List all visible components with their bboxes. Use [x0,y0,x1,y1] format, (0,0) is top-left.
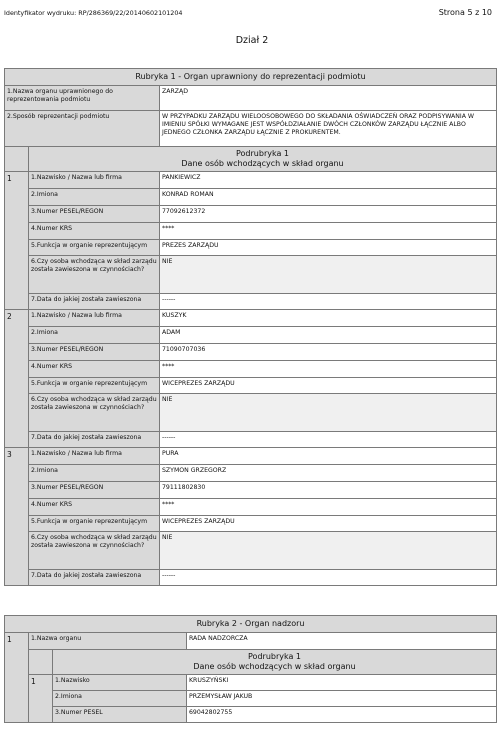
person-1-krs-row [5,223,497,240]
pesel-label: 3.Numer PESEL/REGON [29,482,160,499]
subsection-title-line1: Podrubryka 1 [236,149,289,158]
rubryka-1-title-row [5,69,497,86]
date-label: 7.Data do jakiej została zawieszona [29,294,160,310]
person-3-krs-row [5,499,497,516]
rubryka-1-table [4,68,497,586]
suspended-label: 6.Czy osoba wchodząca w skład zarządu została zawieszona w czynnościach? [29,256,160,294]
names-label: 2.Imiona [29,465,160,482]
organ-name-label: 1.Nazwa organu uprawnionego do reprezentowania podmiotu [5,86,160,111]
krs-label: 4.Numer KRS [29,499,160,516]
function-label: 5.Funkcja w organie reprezentującym [29,240,160,256]
krs-label: 4.Numer KRS [29,223,160,240]
representation-value: W PRZYPADKU ZARZĄDU WIELOOSOBOWEGO DO SKŁADANIA OŚWIADCZEŃ ORAZ PODPISYWANIA W IMIENIU SPÓŁKI WYMAGANE JEST WSPÓŁDZIAŁANIE DWÓCH CZŁONKÓW ZARZĄDU ŁĄCZNIE ALBO JEDNEGO CZŁONKA ZARZĄDU ŁĄCZNIE Z PROKURENTEM. [160,111,497,147]
page-number: Strona 5 z 10 [438,8,492,17]
representation-label: 2.Sposób reprezentacji podmiotu [5,111,160,147]
subsection-header-row [5,650,497,675]
date-label: 7.Data do jakiej została zawieszona [29,432,160,448]
subsection-title [29,147,497,172]
person-2-date: ------ [160,432,497,448]
person-1-suspended-row [5,256,497,294]
organ-name-value: RADA NADZORCZA [187,633,497,650]
subsection-title-line2: Dane osób wchodzących w skład organu [193,662,356,671]
supervisory-organ-row [5,633,497,650]
organ-name-label: 1.Nazwa organu [29,633,187,650]
member-1-number: 1 [29,675,53,723]
member-names-label: 2.Imiona [53,691,187,707]
pesel-label: 3.Numer PESEL/REGON [29,344,160,361]
person-3-pesel-row [5,482,497,499]
surname-label: 1.Nazwisko / Nazwa lub firma [29,448,160,465]
krs-label: 4.Numer KRS [29,361,160,378]
person-1-names-row [5,189,497,206]
person-2-date-row [5,432,497,448]
person-2-surname: KUSZYK [160,310,497,327]
person-2-function: WICEPREZES ZARZĄDU [160,378,497,394]
representation-row [5,111,497,147]
person-2-pesel-row [5,344,497,361]
member-1-surname-row [5,675,497,691]
person-2-surname-row [5,310,497,327]
member-1-names-row [5,691,497,707]
person-2-pesel: 71090707036 [160,344,497,361]
rubryka-1-title: Rubryka 1 - Organ uprawniony do reprezentacji podmiotu [5,69,497,86]
person-3-surname-row [5,448,497,465]
organ-number: 1 [5,633,29,723]
names-label: 2.Imiona [29,327,160,344]
person-2-krs-row [5,361,497,378]
person-3-number: 3 [5,448,29,586]
rubryka-2-title-row [5,616,497,633]
member-pesel-label: 3.Numer PESEL [53,707,187,723]
section-title: Dział 2 [235,35,269,46]
person-3-suspended: NIE [160,532,497,570]
rubryka-2-title: Rubryka 2 - Organ nadzoru [5,616,497,633]
person-2-function-row [5,378,497,394]
person-1-date: ------ [160,294,497,310]
member-surname-label: 1.Nazwisko [53,675,187,691]
person-3-suspended-row [5,532,497,570]
subsection-spacer [5,147,29,172]
member-1-surname: KRUSZYŃSKI [187,675,497,691]
person-3-pesel: 79111802830 [160,482,497,499]
person-3-date-row [5,570,497,586]
person-3-krs: **** [160,499,497,516]
subsection-title-line1: Podrubryka 1 [248,652,302,661]
surname-label: 1.Nazwisko / Nazwa lub firma [29,310,160,327]
subsection-title-line2: Dane osób wchodzących w skład organu [181,159,344,168]
person-1-pesel: 77092612372 [160,206,497,223]
person-2-names: ADAM [160,327,497,344]
function-label: 5.Funkcja w organie reprezentującym [29,378,160,394]
pesel-label: 3.Numer PESEL/REGON [29,206,160,223]
person-1-suspended: NIE [160,256,497,294]
suspended-label: 6.Czy osoba wchodząca w skład zarządu została zawieszona w czynnościach? [29,532,160,570]
subsection-spacer [29,650,53,675]
person-3-names: SZYMON GRZEGORZ [160,465,497,482]
person-1-pesel-row [5,206,497,223]
organ-name-row [5,86,497,111]
person-2-krs: **** [160,361,497,378]
person-3-function-row [5,516,497,532]
date-label: 7.Data do jakiej została zawieszona [29,570,160,586]
subsection-title [53,650,497,675]
rubryka-2-table [4,615,497,723]
function-label: 5.Funkcja w organie reprezentującym [29,516,160,532]
person-2-suspended-row [5,394,497,432]
organ-name-value: ZARZĄD [160,86,497,111]
person-2-suspended: NIE [160,394,497,432]
person-3-names-row [5,465,497,482]
person-1-krs: **** [160,223,497,240]
person-1-surname: PANKIEWICZ [160,172,497,189]
subsection-header-row [5,147,497,172]
person-1-function-row [5,240,497,256]
person-3-date: ------ [160,570,497,586]
member-1-pesel-row [5,707,497,723]
person-1-surname-row [5,172,497,189]
person-1-number: 1 [5,172,29,310]
member-1-names: PRZEMYSŁAW JAKUB [187,691,497,707]
person-3-surname: PURA [160,448,497,465]
person-1-names: KONRAD ROMAN [160,189,497,206]
person-3-function: WICEPREZES ZARZĄDU [160,516,497,532]
person-1-date-row [5,294,497,310]
person-2-number: 2 [5,310,29,448]
person-1-function: PREZES ZARZĄDU [160,240,497,256]
surname-label: 1.Nazwisko / Nazwa lub firma [29,172,160,189]
member-1-pesel: 69042802755 [187,707,497,723]
person-2-names-row [5,327,497,344]
suspended-label: 6.Czy osoba wchodząca w skład zarządu została zawieszona w czynnościach? [29,394,160,432]
names-label: 2.Imiona [29,189,160,206]
print-identifier: Identyfikator wydruku: RP/286369/22/20140602101204 [4,9,183,17]
